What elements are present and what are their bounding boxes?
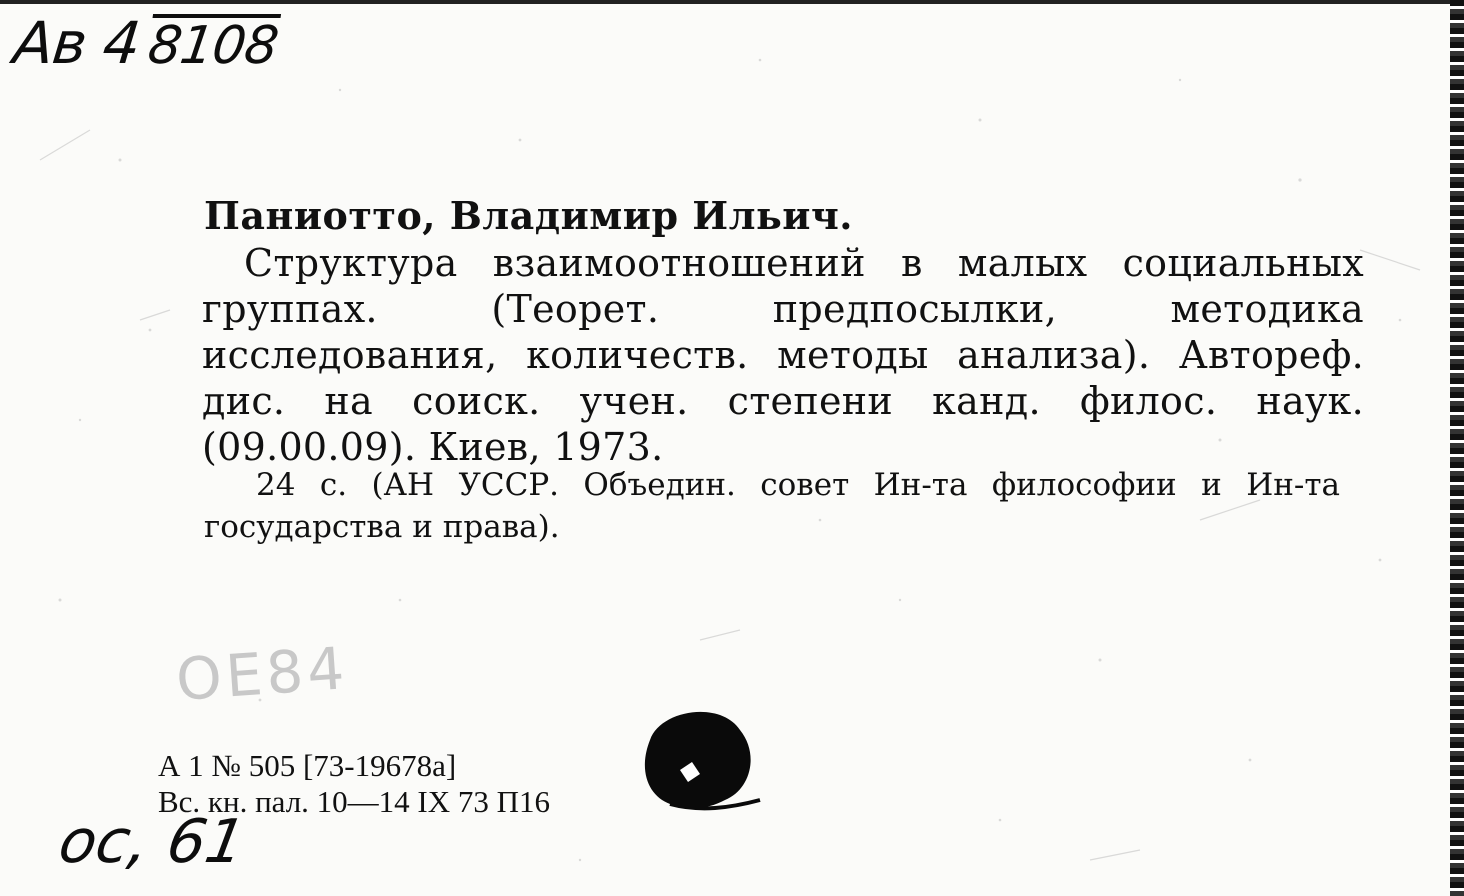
collation-note: 24 с. (АН УССР. Объедин. совет Ин-та философии и Ин-та государства и права). <box>204 467 1340 545</box>
title-description: Структура взаимоотношений в малых социальных группах. (Теорет. предпосылки, методика исследования, количеств. методы анализа). Автореф. дис. на соиск. учен. степени канд. филос. наук. (09.00.09). Киев, 1973. <box>202 241 1364 469</box>
call-number-value: 8108 <box>144 16 282 76</box>
author-heading: Паниотто, Владимир Ильич. <box>204 193 853 238</box>
card-top-edge <box>0 0 1464 4</box>
handwritten-shelf-mark: ос, 61 <box>53 807 251 877</box>
card-right-edge <box>1450 0 1464 896</box>
catalog-registration-line: А 1 № 505 [73-19678а] <box>158 748 457 783</box>
book-chamber-line: Вс. кн. пал. 10—14 IX 73 П16 <box>158 784 551 819</box>
call-number-prefix: Ав 4 <box>10 9 143 77</box>
call-number <box>10 9 282 77</box>
ink-blot <box>630 700 770 820</box>
faint-stamp: ОЕ84 <box>173 634 351 714</box>
